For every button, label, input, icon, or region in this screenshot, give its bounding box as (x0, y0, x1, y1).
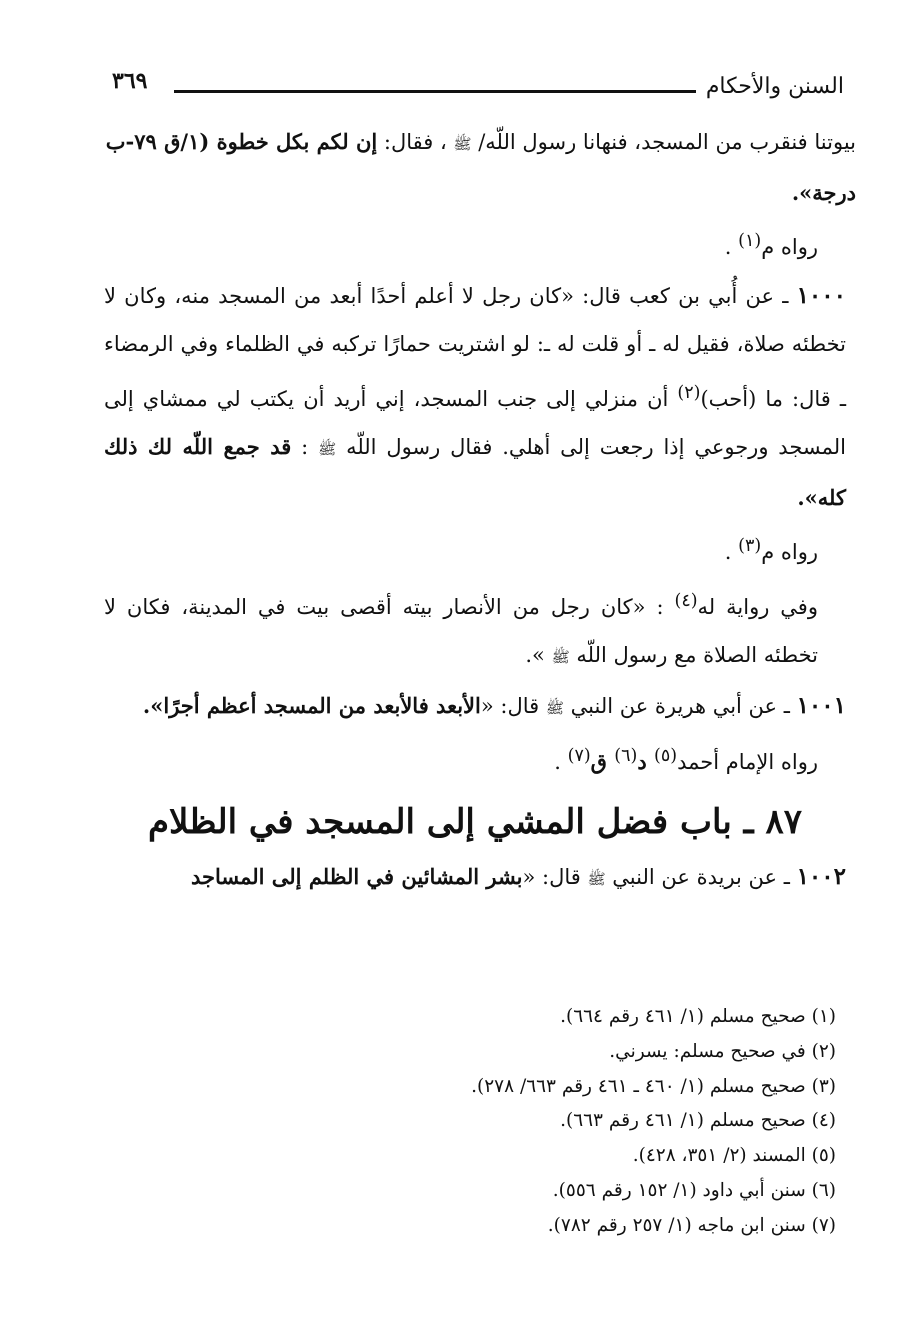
text-run: ». (525, 643, 552, 667)
hadith-1000 (104, 272, 846, 523)
footnote: (٦) سنن أبي داود (١/ ١٥٢ رقم ٥٥٦). (552, 1179, 836, 1201)
text-run: رواه الإمام أحمد (677, 750, 818, 774)
text-run: بيوتنا فنقرب من المسجد، فنهانا رسول اللّه/ (471, 130, 856, 154)
footnote-ref: (٤) (674, 590, 698, 611)
salla-symbol: ﷺ (545, 698, 564, 717)
text-run: قال: « (522, 864, 588, 889)
footnote-ref: (٥) (654, 746, 678, 766)
footnote: (١) صحيح مسلم (١/ ٤٦١ رقم ٦٦٤). (560, 1006, 836, 1027)
page-header (112, 68, 844, 108)
hadith-quote: درجة». (791, 179, 856, 205)
salla-symbol: ﷺ (453, 135, 472, 153)
hadith-quote: إن لكم بكل خطوة (216, 129, 378, 154)
footnote: (٧) سنن ابن ماجه (١/ ٢٥٧ رقم ٧٨٢). (547, 1214, 836, 1236)
hadith-number: ١٠٠٠ (796, 281, 846, 309)
footnote-ref: (٣) (738, 536, 762, 556)
footnotes (104, 1000, 836, 1244)
text-run: ، فقال: (377, 130, 454, 154)
hadith-number: ١٠٠٢ (796, 862, 846, 890)
salla-symbol: ﷺ (551, 648, 570, 666)
header-rule (174, 90, 696, 93)
text-run: ـ عن بريدة عن النبي (605, 864, 797, 889)
salla-symbol: ﷺ (318, 440, 337, 458)
hadith-quote: الأبعد فالأبعد من المسجد أعظم أجرًا». (142, 692, 481, 718)
footnote-ref: (٧) (567, 746, 591, 766)
salla-symbol: ﷺ (587, 869, 606, 888)
text-run: : «كان رجل من الأنصار بيته أقصى بيت في المدينة، فكان لا تخطئه الصلاة مع رسول اللّه (104, 594, 818, 667)
footnote-ref: (١) (738, 231, 762, 251)
text-run: ـ عن أبي هريرة عن النبي (563, 693, 797, 718)
text-run: ق (590, 749, 615, 774)
text-run: رواه م (761, 235, 818, 259)
hadith-quote: بشر المشائين في الظلم إلى المساجد (190, 863, 523, 889)
running-title: السنن والأحكام (705, 74, 844, 99)
text-run: ـ عن أُبي بن كعب قال: «كان رجل لا أعلم أحدًا أبعد من المسجد منه، وكان لا تخطئه صلاة، فقيل له ـ أو قلت له ـ: لو اشتريت حمارًا تركبه في الظلماء وفي الرمضاء ـ قال: ما (أحب) (104, 283, 847, 411)
narration-note (104, 522, 846, 577)
footnote: (٢) في صحيح مسلم: يسرني. (609, 1040, 836, 1062)
hadith-1001 (104, 682, 846, 733)
text-run: . (554, 750, 568, 774)
riwaya-paragraph (104, 577, 846, 682)
narration-note (104, 217, 846, 272)
page-number: ٣٦٩ (112, 68, 148, 94)
footnote: (٤) صحيح مسلم (١/ ٤٦١ رقم ٦٦٣). (560, 1110, 836, 1132)
narration-note (104, 732, 846, 787)
text-run: د (637, 749, 655, 774)
text-run: . (724, 540, 739, 564)
text-run: وفي رواية له (697, 594, 818, 619)
main-text (104, 118, 856, 903)
footnote: (٥) المسند (٢/ ٣٥١، ٤٢٨). (632, 1145, 836, 1167)
footnote: (٣) صحيح مسلم (١/ ٤٦٠ ـ ٤٦١ رقم ٦٦٣/ ٢٧٨). (471, 1075, 836, 1097)
text-run: : (291, 435, 319, 459)
hadith-number: ١٠٠١ (796, 691, 846, 719)
continuation-paragraph (8, 118, 856, 217)
section-heading: ٨٧ ـ باب فضل المشي إلى المسجد في الظلام (148, 801, 802, 842)
hadith-1002 (104, 853, 846, 904)
text-run: . (724, 235, 739, 259)
manuscript-marker: (١/ق ٧٩-ب (105, 129, 217, 154)
hadith-quote: قد جمع اللّه لك ذلك كله». (104, 434, 846, 510)
text-run: رواه م (761, 540, 818, 564)
footnote-ref: (٢) (677, 382, 701, 403)
text-run: أن منزلي إلى جنب المسجد، إني أريد أن يكتب لي ممشاي إلى المسجد ورجوعي إذا رجعت إلى أهلي. فقال رسول اللّه (104, 386, 846, 459)
text-run: قال: « (480, 693, 546, 718)
footnote-ref: (٦) (614, 746, 638, 766)
